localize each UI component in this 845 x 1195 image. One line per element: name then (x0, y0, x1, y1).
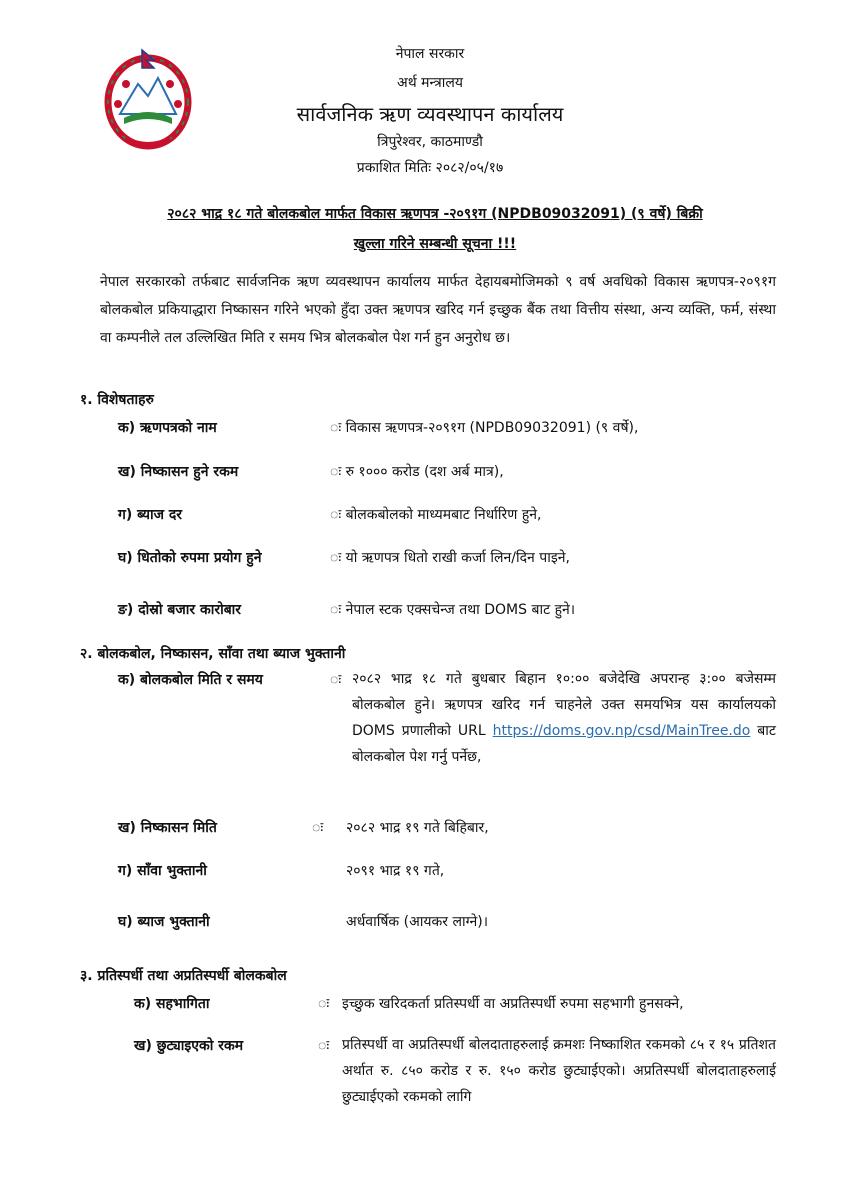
s1-item-value: ः यो ऋणपत्र धितो राखी कर्जा लिन/दिन पाइने, (330, 550, 570, 566)
s1-item-label: क) ऋणपत्रको नाम (118, 420, 217, 436)
section1-heading: १. विशेषताहरु (80, 392, 154, 408)
notice-title-line2: खुल्ला गरिने सम्बन्धी सूचना !!! (353, 236, 517, 252)
s2-interest-label: घ) ब्याज भुक्तानी (118, 914, 210, 930)
office-name: सार्वजनिक ऋण व्यवस्थापन कार्यालय (296, 102, 564, 126)
s3-allocation-value: प्रतिस्पर्धी वा अप्रतिस्पर्धी बोलदाताहरुलाई क्रमशः निष्काशित रकमको ८५ र १५ प्रतिशत अर्थात रु. ८५० करोड र रु. १५० करोड छुट्याईएको। अप्रतिस्पर्धी बोलदाताहरुलाई छुट्याईएको रकमको लागि (342, 1037, 776, 1105)
s1-item-label: ग) ब्याज दर (118, 507, 183, 523)
s1-item-value: ः रु १००० करोड (दश अर्ब मात्र), (330, 464, 504, 480)
intro-paragraph: नेपाल सरकारको तर्फबाट सार्वजनिक ऋण व्यवस्थापन कार्यालय मार्फत देहायबमोजिमको ९ वर्ष अवधिको विकास ऋणपत्र-२०९१ग बोलकबोल प्रकियाद्धारा निष्कासन गरिने भएको हुँदा उक्त ऋणपत्र खरिद गर्न इच्छुक बैंक तथा वित्तीय संस्था, अन्य व्यक्ति, फर्म, संस्था वा कम्पनीले तल उल्लिखित मिति र समय भित्र बोलकबोल पेश गर्न हुन अनुरोध छ। (100, 274, 776, 346)
office-location: त्रिपुरेश्वर, काठमाण्डौ (377, 134, 483, 150)
published-date: प्रकाशित मितिः २०८२/०५/१७ (356, 160, 504, 176)
s1-item-label: ङ) दोस्रो बजार कारोबार (118, 602, 242, 618)
government-name: नेपाल सरकार (395, 46, 465, 62)
bidding-text: २०८२ भाद्र १८ गते बुधबार बिहान १०:०० बजेदेखि अपरान्ह ३:०० बजेसम्म बोलकबोल हुने। ऋणपत्र खरिद गर्न चाहनेले उक्त समयभित्र यस कार्यालयको DOMS प्रणालीको URL (352, 671, 776, 739)
colon: ः (312, 820, 324, 836)
s2-issue-date-value: २०८२ भाद्र १९ गते बिहिबार, (346, 820, 489, 836)
s3-participation-value: इच्छुक खरिदकर्ता प्रतिस्पर्धी वा अप्रतिस्पर्धी रुपमा सहभागी हुनसक्ने, (342, 996, 684, 1012)
section2-heading: २. बोलकबोल, निष्कासन, साँवा तथा ब्याज भुक्तानी (80, 646, 346, 662)
colon: ः (318, 1038, 330, 1054)
section3-heading: ३. प्रतिस्पर्धी तथा अप्रतिस्पर्धी बोलकबोल (80, 968, 287, 984)
s2-interest-value: अर्धवार्षिक (आयकर लाग्ने)। (346, 914, 489, 930)
nepal-emblem-icon (100, 44, 196, 156)
s1-item-value: ः विकास ऋणपत्र-२०९१ग (NPDB09032091) (९ वर्षे), (330, 420, 639, 436)
doms-url-link[interactable]: https://doms.gov.np/csd/MainTree.do (492, 723, 751, 739)
notice-title-line1: २०८२ भाद्र १८ गते बोलकबोल मार्फत विकास ऋणपत्र -२०९१ग (NPDB09032091) (९ वर्षे) बिक्री (167, 206, 703, 222)
ministry-name: अर्थ मन्त्रालय (397, 75, 463, 91)
colon: ः (330, 672, 342, 688)
s2-bidding-date-value (352, 666, 776, 770)
s3-allocation-label: ख) छुट्याइएको रकम (134, 1038, 244, 1054)
s2-principal-value: २०९१ भाद्र १९ गते, (346, 863, 445, 879)
s2-principal-label: ग) साँवा भुक्तानी (118, 863, 207, 879)
s1-item-value: ः नेपाल स्टक एक्सचेन्ज तथा DOMS बाट हुने। (330, 602, 576, 618)
s2-bidding-date-label: क) बोलकबोल मिति र समय (118, 672, 263, 688)
colon: ः (318, 996, 330, 1012)
s1-item-label: ख) निष्कासन हुने रकम (118, 464, 239, 480)
s2-issue-date-label: ख) निष्कासन मिति (118, 820, 217, 836)
bidding-text-end: बाट बोलकबोल पेश गर्नु पर्नेछ, (352, 723, 776, 765)
s1-item-label: घ) धितोको रुपमा प्रयोग हुने (118, 550, 262, 566)
s3-participation-label: क) सहभागिता (134, 996, 210, 1012)
s1-item-value: ः बोलकबोलको माध्यमबाट निर्धारिण हुने, (330, 507, 542, 523)
